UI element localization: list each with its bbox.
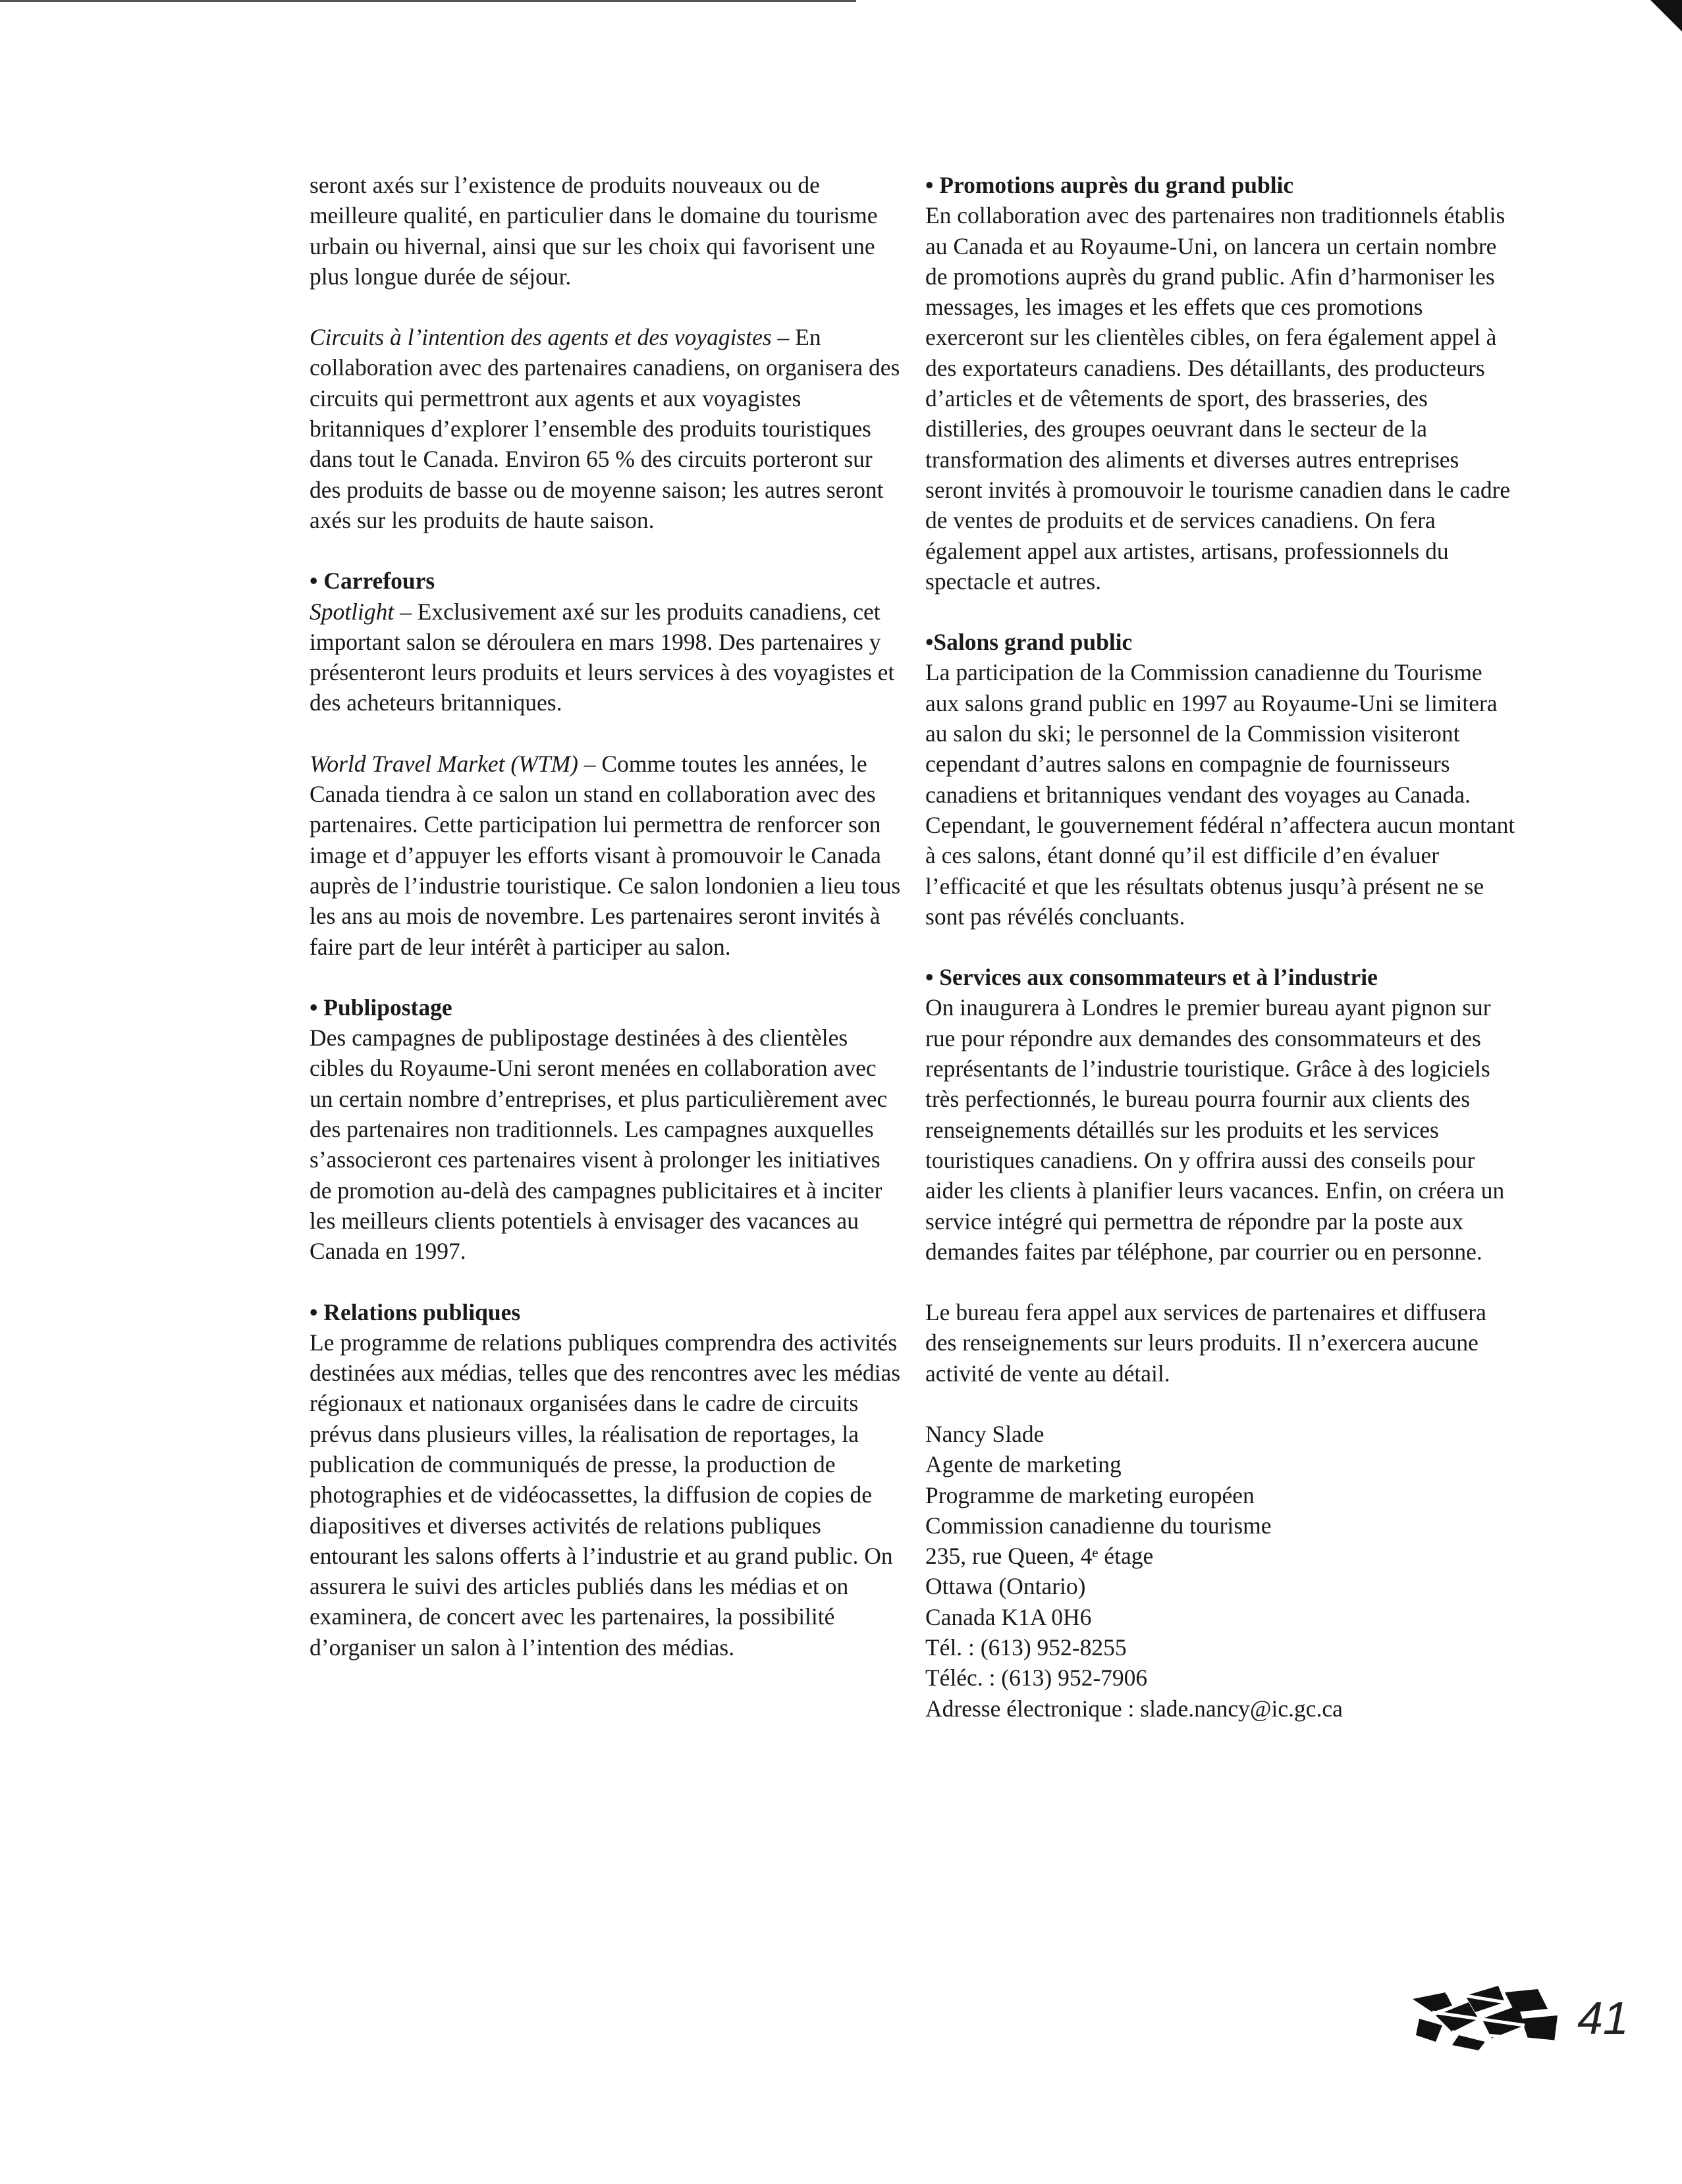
- contact-role: Agente de marketing: [925, 1451, 1122, 1478]
- services-text-2: Le bureau fera appel aux services de partenaires et diffusera des renseignements sur leurs produits. Il n’exercera aucune activité de vente au détail.: [925, 1299, 1486, 1387]
- contact-city: Ottawa (Ontario): [925, 1573, 1086, 1600]
- publipostage-text: Des campagnes de publipostage destinées à des clientèles cibles du Royaume-Uni seront menées en collaboration avec un certain nombre d’entreprises, et plus particulièrement avec des partenaires non traditionnels. Les campagnes auxquelles s’associeront ces partenaires visent à prolonger les initiatives de promotion au-delà des campagnes publicitaires et à inciter les meilleurs clients potentiels à envisager des vacances au Canada en 1997.: [310, 1025, 888, 1265]
- spotlight-text: Exclusivement axé sur les produits canadiens, cet important salon se déroulera en mars 1998. Des partenaires y présenteront leurs produits et leurs services à des voyagistes et des acheteurs britanniques.: [310, 598, 895, 716]
- wtm-text: Comme toutes les années, le Canada tiendra à ce salon un stand en collaboration avec des partenaires. Cette participation lui permettra de renforcer son image et d’appuyer les efforts visant à promouvoir le Canada auprès de l’industrie touristique. Ce salon londonien a lieu tous les ans au mois de novembre. Les partenaires seront invités à faire part de leur intérêt à participer au salon.: [310, 750, 901, 960]
- intro-paragraph: seront axés sur l’existence de produits nouveaux ou de meilleure qualité, en particulier dans le domaine du tourisme urbain ou hivernal, ainsi que sur les choix qui favorisent une plus longue durée de séjour.: [310, 172, 878, 290]
- page-footer: [1406, 1975, 1643, 2054]
- salons-heading: •Salons grand public: [925, 629, 1133, 656]
- publipostage-heading: • Publipostage: [310, 994, 452, 1021]
- contact-postal: Canada K1A 0H6: [925, 1603, 1092, 1630]
- contact-email: Adresse électronique : slade.nancy@ic.gc.ca: [925, 1695, 1343, 1722]
- contact-fax: Téléc. : (613) 952-7906: [925, 1665, 1148, 1691]
- promotions-section: [925, 170, 1518, 597]
- circuits-text: En collaboration avec des partenaires canadiens, on organisera des circuits qui permettront aux agents et aux voyagistes britanniques d’explorer l’ensemble des produits touristiques dans tout le Canada. Environ 65 % des circuits porteront sur des produits de basse ou de moyenne saison; les autres seront axés sur les produits de haute saison.: [310, 324, 900, 533]
- salons-text: La participation de la Commission canadienne du Tourisme aux salons grand public en 1997 au Royaume-Uni se limitera au salon du ski; le personnel de la Commission visiteront cependant d’autres salons en compagnie de fournisseurs canadiens et britanniques vendant des voyages au Canada. Cependant, le gouvernement fédéral n’affectera aucun montant à ces salons, étant donné qu’il est difficile d’en évaluer l’efficacité et que les résultats obtenus jusqu’à présent ne se sont pas révélés concluants.: [925, 659, 1515, 930]
- wtm-section: [310, 749, 902, 962]
- promotions-heading: • Promotions auprès du grand public: [925, 172, 1294, 198]
- page-number: 41: [1577, 1992, 1629, 2044]
- contact-name: Nancy Slade: [925, 1420, 1044, 1447]
- left-column: [310, 170, 902, 1693]
- services-text: On inaugurera à Londres le premier bureau ayant pignon sur rue pour répondre aux demandes des consommateurs et des représentants de l’industrie touristique. Grâce à des logiciels très perfectionnés, le bureau pourra fournir aux clients des renseignements détaillés sur les produits et les services touristiques canadiens. On y offrira aussi des conseils pour aider les clients à planifier leurs vacances. Enfin, on créera un service intégré qui permettra de répondre par la poste aux demandes faites par téléphone, par courrier ou en personne.: [925, 994, 1505, 1265]
- services-section: [925, 962, 1518, 1267]
- publipostage-section: [310, 992, 902, 1267]
- flag-logo-icon: [1406, 1979, 1564, 2055]
- contact-org: Commission canadienne du tourisme: [925, 1512, 1272, 1539]
- promotions-text: En collaboration avec des partenaires non traditionnels établis au Canada et au Royaume-Uni, on lancera un certain nombre de promotions auprès du grand public. Afin d’harmoniser les messages, les images et les effets que ces promotions exerceront sur les clientèles cibles, on fera également appel à des exportateurs canadiens. Des détaillants, des producteurs d’articles et de vêtements de sport, des brasseries, des distilleries, des groupes oeuvrant dans le secteur de la transformation des aliments et diverses autres entreprises seront invités à promouvoir le tourisme canadien dans le cadre de ventes de produits et de services canadiens. On fera également appel aux artistes, artisans, professionnels du spectacle et autres.: [925, 202, 1511, 595]
- contact-program: Programme de marketing européen: [925, 1481, 1255, 1508]
- circuits-section: [310, 322, 902, 535]
- contact-address: 235, rue Queen, 4ᵉ étage: [925, 1543, 1154, 1570]
- salons-section: [925, 627, 1518, 932]
- page-corner-mark: [1650, 0, 1682, 32]
- services-heading: • Services aux consommateurs et à l’industrie: [925, 964, 1378, 991]
- right-column: [925, 170, 1518, 1724]
- wtm-title: World Travel Market (WTM) –: [310, 750, 596, 777]
- relations-section: [310, 1297, 902, 1663]
- carrefours-section: [310, 566, 902, 718]
- top-rule: [0, 0, 856, 2]
- relations-heading: • Relations publiques: [310, 1298, 521, 1325]
- contact-tel: Tél. : (613) 952-8255: [925, 1634, 1127, 1661]
- circuits-title: Circuits à l’intention des agents et des voyagistes –: [310, 324, 790, 351]
- contact-block: [925, 1419, 1518, 1724]
- spotlight-title: Spotlight –: [310, 598, 412, 625]
- carrefours-heading: • Carrefours: [310, 568, 435, 595]
- relations-text: Le programme de relations publiques comprendra des activités destinées aux médias, telles que des rencontres avec les médias régionaux et nationaux organisées dans le cadre de circuits prévus dans plusieurs villes, la réalisation de reportages, la publication de communiqués de presse, la production de photographies et de vidéocassettes, la diffusion de copies de diapositives et diverses activités de relations publiques entourant les salons offerts à l’industrie et au grand public. On assurera le suivi des articles publiés dans les médias et on examinera, de concert avec les partenaires, la possibilité d’organiser un salon à l’intention des médias.: [310, 1329, 901, 1661]
